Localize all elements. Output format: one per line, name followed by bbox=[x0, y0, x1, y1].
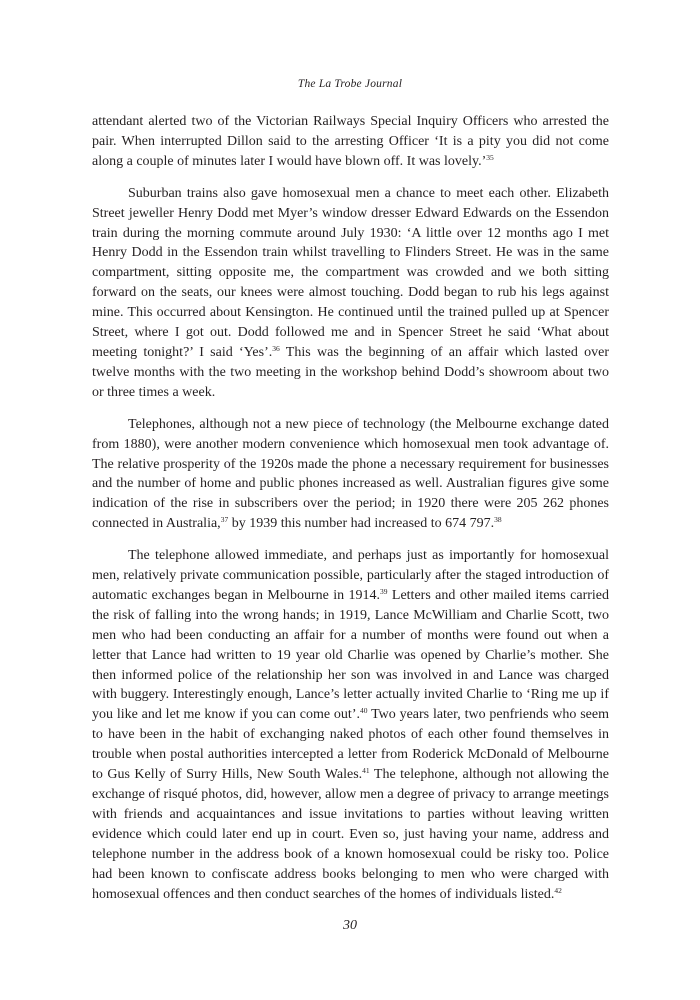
paragraph-text: The telephone, although not allowing the exchange of risqué photos, did, however, allow men a degree of privacy to arrange meetings with friends and acquaintances and issue invitations to parties without leaving written evidence which could later end up in court. Even so, just having your name, address and telephone number in the address book of a known homosexual could be risky too. Police had been known to confiscate address books belonging to men who were charged with homosexual offences and then conduct searches of the homes of individuals listed. bbox=[92, 767, 609, 902]
paragraph-text: attendant alerted two of the Victorian Railways Special Inquiry Officers who arrested the pair. When interrupted Dillon said to the arresting Officer ‘It is a pity you did not come along a couple of minutes later I would have blown off. It was lovely.’ bbox=[92, 114, 609, 169]
paragraph-text: by 1939 this number had increased to 674 797. bbox=[228, 516, 495, 532]
running-head: The La Trobe Journal bbox=[297, 78, 403, 90]
paragraph-text: The telephone allowed immediate, and perhaps just as importantly for homosexual men, relatively private communication possible, particularly after the staged introduction of automatic exchanges began in Melbourne in 1914. bbox=[92, 548, 609, 603]
paragraph-text: Two years later, two penfriends who seem to have been in the habit of exchanging naked photos of each other found themselves in trouble when postal authorities intercepted a letter from Roderick McDonald of Melbourne to Gus Kelly of Surry Hills, New South Wales. bbox=[92, 707, 610, 783]
page-number: 30 bbox=[343, 918, 357, 933]
footnote-ref: 42 bbox=[554, 885, 562, 895]
paragraph-text: Suburban trains also gave homosexual men a chance to meet each other. Elizabeth Street jeweller Henry Dodd met Myer’s window dresser Edward Edwards on the Essendon train during the morning commute around July 1930: ‘A little over 12 months ago I met Henry Dodd in the Essendon train whilst travelling to Flinders Street. He was in the same compartment, sitting opposite me, the compartment was crowded and we both sitting forward on the seats, our knees were almost touching. Dodd began to rub his legs against mine. This occurred about Kensington. He continued until the trained pulled up at Spencer Street, where I got out. Dodd followed me and in Spencer Street he said ‘What about meeting tonight?’ I said ‘Yes’. bbox=[92, 185, 609, 360]
article-body bbox=[92, 112, 609, 904]
paragraph-text: Telephones, although not a new piece of technology (the Melbourne exchange dated from 1880), were another modern convenience which homosexual men took advantage of. The relative prosperity of the 1920s made the phone a necessary requirement for businesses and the number of home and public phones increased as well. Australian figures give some indication of the rise in subscribers over the period; in 1920 there were 205 262 phones connected in Australia, bbox=[92, 416, 609, 532]
footnote-ref: 37 bbox=[220, 515, 229, 525]
footnote-ref: 38 bbox=[494, 515, 502, 525]
paragraph-telephones bbox=[92, 415, 609, 534]
paragraph-text: This was the beginning of an affair which lasted over twelve months with the two meeting in the workshop behind Dodd’s showroom about two or three times a week. bbox=[92, 344, 609, 400]
footnote-ref: 36 bbox=[272, 343, 280, 353]
footnote-ref: 39 bbox=[380, 586, 388, 596]
footnote-ref: 41 bbox=[362, 766, 370, 776]
footnote-ref: 35 bbox=[486, 152, 494, 162]
paragraph-text: Letters and other mailed items carried the risk of falling into the wrong hands; in 1919, Lance McWilliam and Charlie Scott, two men who had been conducting an affair for a number of months were found out when a letter that Lance had written to 19 year old Charlie was opened by Charlie’s mother. She then informed police of the relationship her son was involved in and Lance was charged with buggery. Interestingly enough, Lance’s letter actually invited Charlie to ‘Ring me up if you like and let me know if you can come out’. bbox=[92, 587, 609, 723]
paragraph-suburban-trains bbox=[92, 184, 609, 403]
paragraph-continued bbox=[92, 112, 609, 172]
footnote-ref: 40 bbox=[360, 706, 368, 716]
paragraph-telephone-privacy bbox=[92, 546, 609, 904]
